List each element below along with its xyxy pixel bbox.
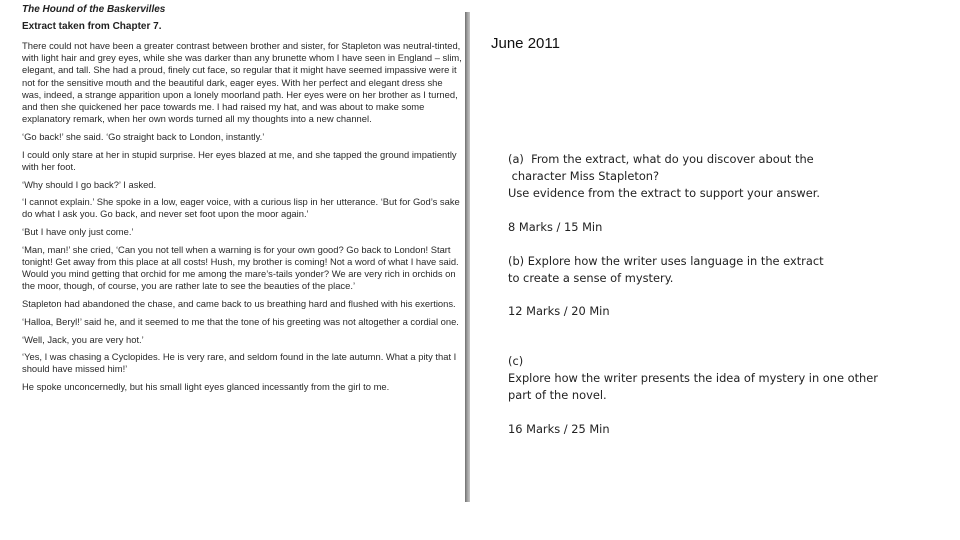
question-b-line: to create a sense of mystery. xyxy=(508,271,674,285)
question-c-line: part of the novel. xyxy=(508,388,607,402)
extract-paragraph: I could only stare at her in stupid surprise. Her eyes blazed at me, and she tapped the ground impatiently with her foot. xyxy=(22,148,457,172)
extract-paragraph: ‘Man, man!’ she cried, ‘Can you not tell when a warning is for your own good? Go back to London! Start tonight! Get away from this place at all costs! Hush, my brother is coming! Not a word of what I have said. Would you mind getting that orchid for me among the mare’s-tails yonder? We are very rich in orchids on the moor, though, of course, you are rather late to see the beauties of the place.’ xyxy=(22,243,459,292)
question-a xyxy=(508,151,820,202)
extract-paragraph: Stapleton had abandoned the chase, and came back to us breathing hard and flushed with his exertions. xyxy=(22,298,456,310)
question-a-line: Use evidence from the extract to support your answer. xyxy=(508,186,820,200)
question-b-line: (b) Explore how the writer uses language in the extract xyxy=(508,254,824,268)
extract-heading: Extract taken from Chapter 7. xyxy=(22,21,162,32)
extract-paragraph: ‘Well, Jack, you are very hot.’ xyxy=(22,333,144,345)
exam-date: June 2011 xyxy=(491,35,560,52)
question-c-line: (c) xyxy=(508,354,524,368)
question-b xyxy=(508,253,824,287)
extract-panel xyxy=(18,0,464,505)
marks-a: 8 Marks / 15 Min xyxy=(508,220,603,234)
extract-paragraph: ‘Halloa, Beryl!’ said he, and it seemed to me that the tone of his greeting was not altogether a cordial one. xyxy=(22,315,459,327)
question-c-line: Explore how the writer presents the idea of mystery in one other xyxy=(508,371,878,385)
extract-paragraph: ‘I cannot explain.’ She spoke in a low, eager voice, with a curious lisp in her utterance. ‘But for God’s sake do what I ask you. Go back, and never set foot upon the moor again.’ xyxy=(22,196,460,220)
extract-paragraph: There could not have been a greater contrast between brother and sister, for Stapleton was neutral-tinted, with light hair and grey eyes, while she was darker than any brunette whom I have seen in England – slim, elegant, and tall. She had a proud, finely cut face, so regular that it might have seemed impassive were it not for the sensitive mouth and the beautiful dark, eager eyes. With her perfect and elegant dress she was, indeed, a strange apparition upon a lonely moorland path. Her eyes were on her brother as I turned, and then she quickened her pace towards me. I had raised my hat, and was about to make some explanatory remark, when her own words turned all my thoughts into a new channel. xyxy=(22,40,462,125)
marks-c: 16 Marks / 25 Min xyxy=(508,422,610,436)
question-a-line: (a) From the extract, what do you discover about the xyxy=(508,152,814,166)
vertical-divider xyxy=(465,12,470,502)
marks-b: 12 Marks / 20 Min xyxy=(508,304,610,318)
extract-paragraph: ‘Why should I go back?’ I asked. xyxy=(22,178,157,190)
question-a-line: character Miss Stapleton? xyxy=(508,169,660,183)
extract-paragraph: ‘But I have only just come.’ xyxy=(22,226,134,238)
extract-paragraph: He spoke unconcernedly, but his small light eyes glanced incessantly from the girl to me. xyxy=(22,381,390,393)
extract-paragraph: ‘Go back!’ she said. ‘Go straight back to London, instantly.’ xyxy=(22,130,265,142)
book-title: The Hound of the Baskervilles xyxy=(22,4,166,15)
extract-paragraph: ‘Yes, I was chasing a Cyclopides. He is very rare, and seldom found in the late autumn. What a pity that I should have missed him!’ xyxy=(22,351,457,375)
question-c xyxy=(508,353,878,404)
